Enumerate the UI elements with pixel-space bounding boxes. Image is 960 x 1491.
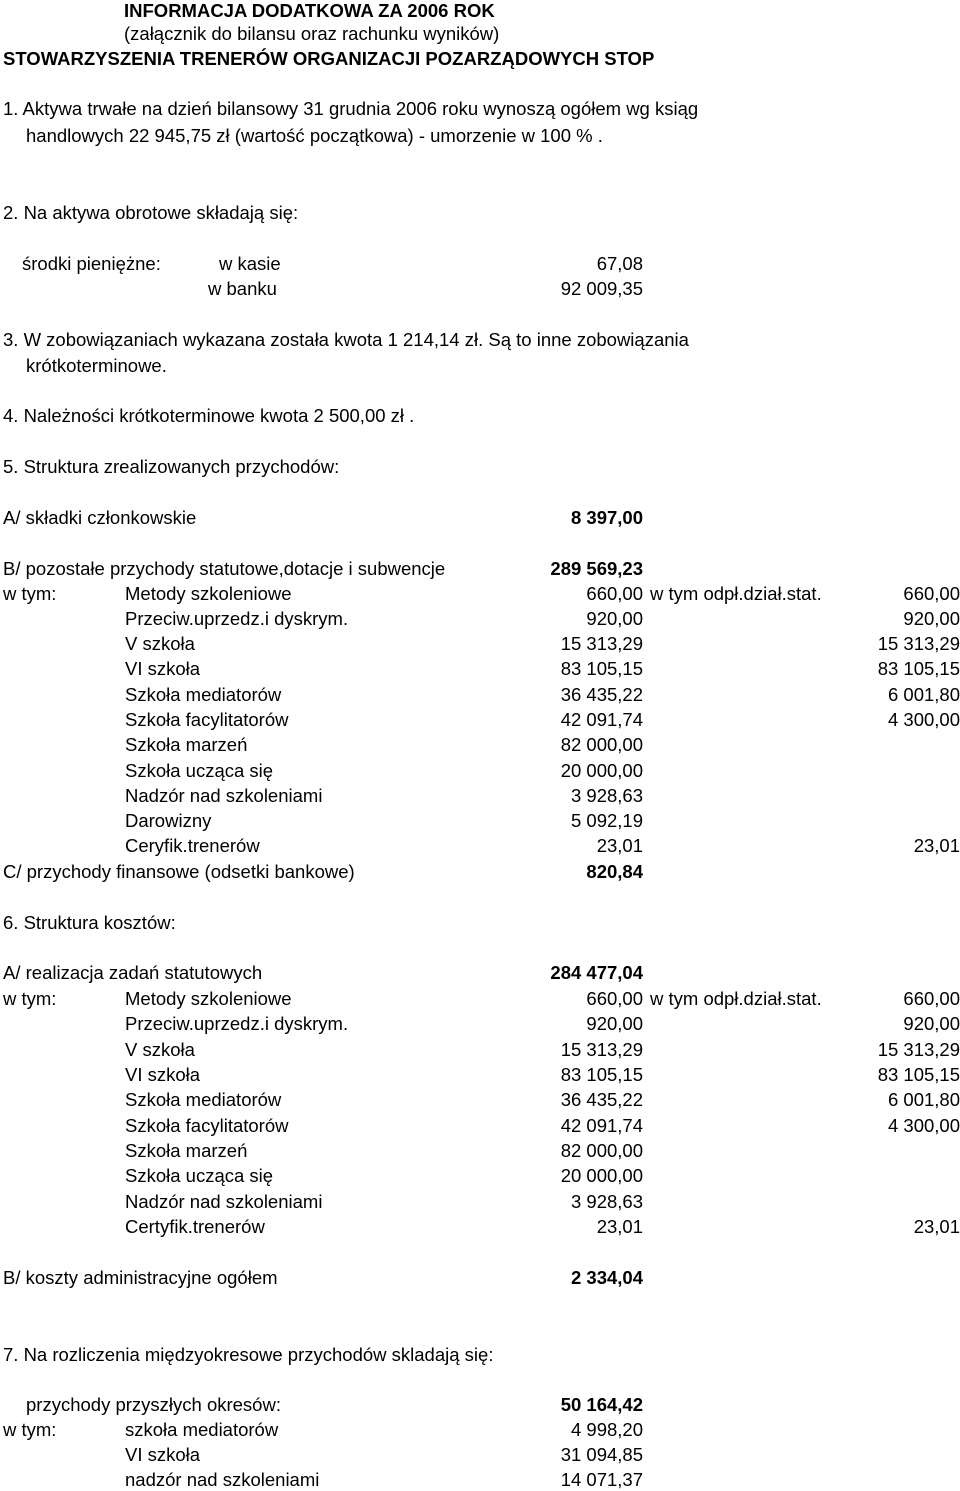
cost-item-value: 660,00 xyxy=(586,988,643,1009)
section1-line1: 1. Aktywa trwałe na dzień bilansowy 31 grudnia 2006 roku wynoszą ogółem wg ksiąg xyxy=(3,98,699,119)
cost-item-name: V szkoła xyxy=(125,1039,195,1060)
cash-in-bank-label: w banku xyxy=(208,278,277,299)
cost-item-value: 36 435,22 xyxy=(560,1089,643,1110)
cost-paid-activity-label: w tym odpł.dział.stat. xyxy=(650,988,822,1009)
section3-line2: krótkoterminowe. xyxy=(26,355,167,376)
deferred-item-name: nadzór nad szkoleniami xyxy=(125,1469,320,1490)
cost-item-name: Szkoła ucząca się xyxy=(125,1165,274,1186)
revenue-item-paid-value: 15 313,29 xyxy=(877,633,960,654)
cost-item-name: Certyfik.trenerów xyxy=(125,1216,265,1237)
cost-item-value: 15 313,29 xyxy=(560,1039,643,1060)
section4-line1: 4. Należności krótkoterminowe kwota 2 500,00 zł . xyxy=(3,405,415,426)
cost-item-paid-value: 4 300,00 xyxy=(887,1115,960,1136)
revenue-item-name: Szkoła marzeń xyxy=(125,734,248,755)
revenue-breakdown-label: w tym: xyxy=(3,583,57,604)
revenue-item-paid-value: 6 001,80 xyxy=(887,684,960,705)
cost-item-value: 23,01 xyxy=(596,1216,643,1237)
section7-heading: 7. Na rozliczenia międzyokresowe przychodów skladają się: xyxy=(3,1344,494,1365)
revenue-item-value: 42 091,74 xyxy=(560,709,643,730)
revenue-item-value: 660,00 xyxy=(586,583,643,604)
cost-item-name: Szkoła facylitatorów xyxy=(125,1115,289,1136)
cost-item-paid-value: 660,00 xyxy=(903,988,960,1009)
statutory-costs-label: A/ realizacja zadań statutowych xyxy=(3,962,263,983)
deferred-revenue-value: 50 164,42 xyxy=(560,1394,643,1415)
revenue-item-name: Nadzór nad szkoleniami xyxy=(125,785,323,806)
admin-costs-label: B/ koszty administracyjne ogółem xyxy=(3,1267,278,1288)
financial-revenue-label: C/ przychody finansowe (odsetki bankowe) xyxy=(3,861,355,882)
cost-item-name: Nadzór nad szkoleniami xyxy=(125,1191,323,1212)
organization-name: STOWARZYSZENIA TRENERÓW ORGANIZACJI POZARZĄDOWYCH STOP xyxy=(3,48,655,69)
revenue-item-name: V szkoła xyxy=(125,633,195,654)
section2-heading: 2. Na aktywa obrotowe składają się: xyxy=(3,202,299,223)
revenue-item-name: Przeciw.uprzedz.i dyskrym. xyxy=(125,608,349,629)
deferred-item-value: 31 094,85 xyxy=(560,1444,643,1465)
revenue-item-value: 82 000,00 xyxy=(560,734,643,755)
deferred-revenue-label: przychody przyszłych okresów: xyxy=(26,1394,281,1415)
document-subtitle: (załącznik do bilansu oraz rachunku wyników) xyxy=(124,23,500,44)
section5-heading: 5. Struktura zrealizowanych przychodów: xyxy=(3,456,340,477)
revenue-paid-activity-label: w tym odpł.dział.stat. xyxy=(650,583,822,604)
cost-item-paid-value: 15 313,29 xyxy=(877,1039,960,1060)
revenue-item-value: 83 105,15 xyxy=(560,658,643,679)
revenue-item-name: Szkoła facylitatorów xyxy=(125,709,289,730)
deferred-item-value: 4 998,20 xyxy=(570,1419,643,1440)
cost-item-value: 82 000,00 xyxy=(560,1140,643,1161)
revenue-item-paid-value: 4 300,00 xyxy=(887,709,960,730)
revenue-item-name: Metody szkoleniowe xyxy=(125,583,292,604)
revenue-item-value: 23,01 xyxy=(596,835,643,856)
deferred-item-name: szkoła mediatorów xyxy=(125,1419,279,1440)
cost-item-value: 83 105,15 xyxy=(560,1064,643,1085)
cost-item-value: 42 091,74 xyxy=(560,1115,643,1136)
revenue-item-value: 20 000,00 xyxy=(560,760,643,781)
cost-item-value: 920,00 xyxy=(586,1013,643,1034)
revenue-item-name: VI szkoła xyxy=(125,658,201,679)
cost-item-paid-value: 83 105,15 xyxy=(877,1064,960,1085)
cost-item-value: 3 928,63 xyxy=(570,1191,643,1212)
cost-item-name: Metody szkoleniowe xyxy=(125,988,292,1009)
membership-fees-label: A/ składki członkowskie xyxy=(3,507,197,528)
revenue-item-value: 3 928,63 xyxy=(570,785,643,806)
revenue-item-value: 920,00 xyxy=(586,608,643,629)
cost-item-name: Przeciw.uprzedz.i dyskrym. xyxy=(125,1013,349,1034)
revenue-item-value: 36 435,22 xyxy=(560,684,643,705)
cost-item-paid-value: 920,00 xyxy=(903,1013,960,1034)
revenue-item-paid-value: 660,00 xyxy=(903,583,960,604)
cash-in-bank-value: 92 009,35 xyxy=(560,278,643,299)
financial-revenue-value: 820,84 xyxy=(586,861,643,882)
cost-item-paid-value: 6 001,80 xyxy=(887,1089,960,1110)
cash-in-hand-value: 67,08 xyxy=(596,253,643,274)
deferred-breakdown-label: w tym: xyxy=(3,1419,57,1440)
deferred-item-value: 14 071,37 xyxy=(560,1469,643,1490)
deferred-item-name: VI szkoła xyxy=(125,1444,201,1465)
revenue-item-value: 5 092,19 xyxy=(570,810,643,831)
revenue-item-paid-value: 83 105,15 xyxy=(877,658,960,679)
revenue-item-name: Darowizny xyxy=(125,810,212,831)
revenue-item-name: Szkoła ucząca się xyxy=(125,760,274,781)
other-revenue-label: B/ pozostałe przychody statutowe,dotacje i subwencje xyxy=(3,558,446,579)
section1-line2: handlowych 22 945,75 zł (wartość początkowa) - umorzenie w 100 % . xyxy=(26,125,603,146)
cash-in-hand-label: w kasie xyxy=(219,253,281,274)
cost-item-name: VI szkoła xyxy=(125,1064,201,1085)
admin-costs-value: 2 334,04 xyxy=(570,1267,643,1288)
revenue-item-value: 15 313,29 xyxy=(560,633,643,654)
revenue-item-paid-value: 920,00 xyxy=(903,608,960,629)
cost-item-value: 20 000,00 xyxy=(560,1165,643,1186)
membership-fees-value: 8 397,00 xyxy=(570,507,643,528)
cost-breakdown-label: w tym: xyxy=(3,988,57,1009)
section3-line1: 3. W zobowiązaniach wykazana została kwota 1 214,14 zł. Są to inne zobowiązania xyxy=(3,329,689,350)
revenue-item-name: Ceryfik.trenerów xyxy=(125,835,260,856)
cost-item-name: Szkoła marzeń xyxy=(125,1140,248,1161)
cost-item-name: Szkoła mediatorów xyxy=(125,1089,282,1110)
revenue-item-paid-value: 23,01 xyxy=(913,835,960,856)
revenue-item-name: Szkoła mediatorów xyxy=(125,684,282,705)
document-title: INFORMACJA DODATKOWA ZA 2006 ROK xyxy=(124,0,495,21)
statutory-costs-value: 284 477,04 xyxy=(550,962,643,983)
section6-heading: 6. Struktura kosztów: xyxy=(3,912,176,933)
cash-label: środki pieniężne: xyxy=(22,253,161,274)
cost-item-paid-value: 23,01 xyxy=(913,1216,960,1237)
other-revenue-value: 289 569,23 xyxy=(550,558,643,579)
